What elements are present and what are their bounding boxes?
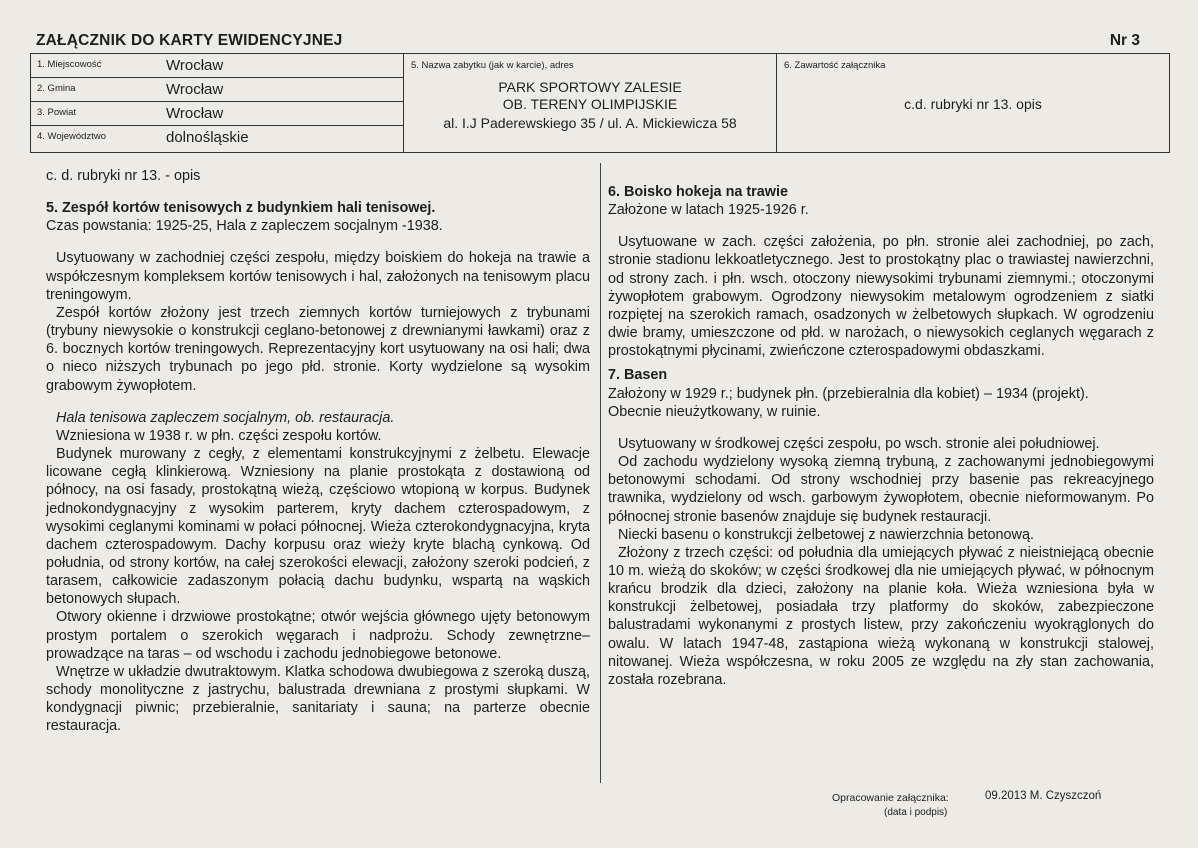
location-cells [31,54,404,152]
document-number: Nr 3 [1109,32,1140,49]
attachment-contents-value: c.d. rubryki nr 13. opis [904,96,1042,112]
commune-label: 2. Gmina [37,83,76,94]
commune-value: Wrocław [166,81,224,98]
row-voivodeship [31,126,403,152]
section-7-paragraph-1: Usytuowany w środkowej części zespołu, po wsch. stronie alei południowej. [618,435,1100,452]
section-7-status: Obecnie nieużytkowany, w ruinie. [608,403,821,420]
monument-name-label: 5. Nazwa zabytku (jak w karcie), adres [411,60,574,71]
section-7-paragraph-4: Złożony z trzech części: od południa dla umiejących pływać z nieistniejącą obecnie 10 m. wieżą do skoków; w części środkowej dla nie umiejących pływać, w północnym krańcu brodzik dla dzieci, założony na planie koła. Wieża wzniesiona była w konstrukcji żelbetowej, posiadała trzy platformy do skoków, zabezpieczone balustradami wykonanymi z prostych listew, przy zakończeniu wyokrąglonych do owalu. W latach 1947-48, zastąpiona wieżą wykonaną w konstrukcji stalowej, nitowanej. Wieża współczesna, w roku 2005 ze względu na zły stan zachowania, została rozebrana. [608,544,1154,688]
section-6-heading: 6. Boisko hokeja na trawie [608,184,788,200]
section-7-heading: 7. Basen [608,367,668,384]
county-value: Wrocław [166,105,224,122]
hall-paragraph-1: Budynek murowany z cegły, z elementami konstrukcyjnymi z żelbetu. Elewacje licowane cegłą klinkierową. Wzniesiony na planie prostokąta z dostawioną od północy, na osi fasady, prostokątną wieżą, częściowo wtopioną w korpus. Budynek jednokondygnacyjny z wysokim parterem, kryty dachem czterospadowym, z wysokimi ceglanymi kominami w połaci północnej. Wieża czterokondygnacyjna, kryta dachem czterospadowym. Dachy korpusu oraz wieży kryte blachą cynkową. Od południa, od strony kortów, na całej szerokości elewacji, założony szeroki podcień, z tarasem, całkowicie zadaszonym połacią dachu budynku, wspartą na wąskich betonowych słupach. [46,446,590,608]
left-column [46,167,590,736]
monument-address: al. I.J Paderewskiego 35 / ul. A. Mickiewicza 58 [443,115,737,131]
intro-line: c. d. rubryki nr 13. - opis [46,168,201,184]
hall-paragraph-2: Otwory okienne i drzwiowe prostokątne; otwór wejścia głównego ujęty betonowym prostym portalem o szerokich węgarach i nadprożu. Schody zewnętrzne– prowadzące na taras – od wschodu i zachodu jednobiegowe betonowe. [46,609,590,662]
section-5-paragraph-1: Usytuowany w zachodniej części zespołu, między boiskiem do hokeja na trawie a współczesnym kompleksem kortów tenisowych i hal, założonych na tenisowym placu treningowym. [46,250,590,303]
right-column [608,183,1154,689]
hall-built: Wzniesiona w 1938 r. w płn. części zespołu kortów. [56,427,382,444]
row-county [31,102,403,126]
spacer [608,421,1154,435]
section-7-paragraph-2: Od zachodu wydzielony wysoką ziemną trybuną, z zachowanymi jednobiegowymi betonowymi schodami. Od strony wschodniej przy basenie pas rekreacyjnego trawnika, wydzielony od wsch. garbowym żywopłotem, obecnie nieformowanym. Po północnej stronie basenów znajduje się budynek restauracji. [608,454,1154,525]
row-commune [31,78,403,102]
spacer [46,235,590,249]
locality-label: 1. Miejscowość [37,59,102,70]
header-table [30,53,1170,153]
monument-name [404,79,776,132]
column-divider [600,163,601,783]
footer-prepared-label: Opracowanie załącznika: [832,792,949,804]
footer-date-signature-hint: (data i podpis) [884,807,948,818]
county-label: 3. Powiat [37,107,77,118]
locality-value: Wrocław [166,57,224,74]
hall-paragraph-3: Wnętrze w układzie dwutraktowym. Klatka schodowa dwubiegowa z szeroką duszą, schody monolityczne z jastrychu, balustrada drewniana z prostymi słupkami. W kondygnacji piwnic; przebieralnie, sanitariaty i sauna; na parterze obecnie restauracja. [46,663,590,735]
section-5-heading: 5. Zespół kortów tenisowych z budynkiem hali tenisowej. [46,200,436,217]
section-6-dates: Założone w latach 1925-1926 r. [608,202,809,219]
voivodeship-label: 4. Województwo [37,131,106,142]
monument-name-cell [404,54,777,152]
hall-heading: Hala tenisowa zapleczem socjalnym, ob. restauracja. [56,409,395,426]
section-5-paragraph-2: Zespół kortów złożony jest trzech ziemnych kortów turniejowych z trybunami (trybuny niewysokie o konstrukcji ceglano-betonowej z drewnianymi ławkami) oraz z 6. bocznych kortów treningowych. Reprezentacyjny kort usytuowany na osi hali; dwa o nieco niższych trybunach po jego płd. stronie. Korty wydzielone są wysokim grabowym żywopłotem. [46,304,590,394]
row-locality [31,54,403,78]
spacer [608,219,1154,233]
voivodeship-value: dolnośląskie [166,129,249,146]
section-5-dates: Czas powstania: 1925-25, Hala z zapleczem socjalnym -1938. [46,218,443,235]
attachment-contents-label: 6. Zawartość załącznika [784,60,886,71]
monument-name-line-1: PARK SPORTOWY ZALESIE [498,79,682,95]
document-title: ZAŁĄCZNIK DO KARTY EWIDENCYJNEJ [36,32,343,49]
spacer [46,185,590,199]
section-6-paragraph: Usytuowane w zach. części założenia, po płn. stronie alei zachodniej, po zach, stronie stadionu lekkoatletycznego. Jest to prostokątny plac o trawiastej nawierzchni, od strony zach. i płn. wsch. otoczony niewysokimi trybunami ziemnymi.; otoczonymi żywopłotem grabowym. Ogrodzony niewysokim metalowym ogrodzeniem z siatki rozpiętej na szerokich ramach, osadzonych w żelbetowych słupkach. W ogrodzeniu dwie bramy, umieszczone od płd. w narożach, o niewysokich ceglanych węgarach z prostokątnymi płycinami, zwieńczone czterospadowymi obdaszkami. [608,234,1154,360]
attachment-contents-cell [777,54,1169,152]
section-7-dates: Założony w 1929 r.; budynek płn. (przebieralnia dla kobiet) – 1934 (projekt). [608,385,1089,402]
section-7-paragraph-3: Niecki basenu o konstrukcji żelbetowej z nawierzchnia betonową. [618,526,1034,543]
footer-prepared-value: 09.2013 M. Czyszczoń [985,790,1102,802]
spacer [46,395,590,409]
monument-name-line-2: OB. TERENY OLIMPIJSKIE [502,96,678,112]
